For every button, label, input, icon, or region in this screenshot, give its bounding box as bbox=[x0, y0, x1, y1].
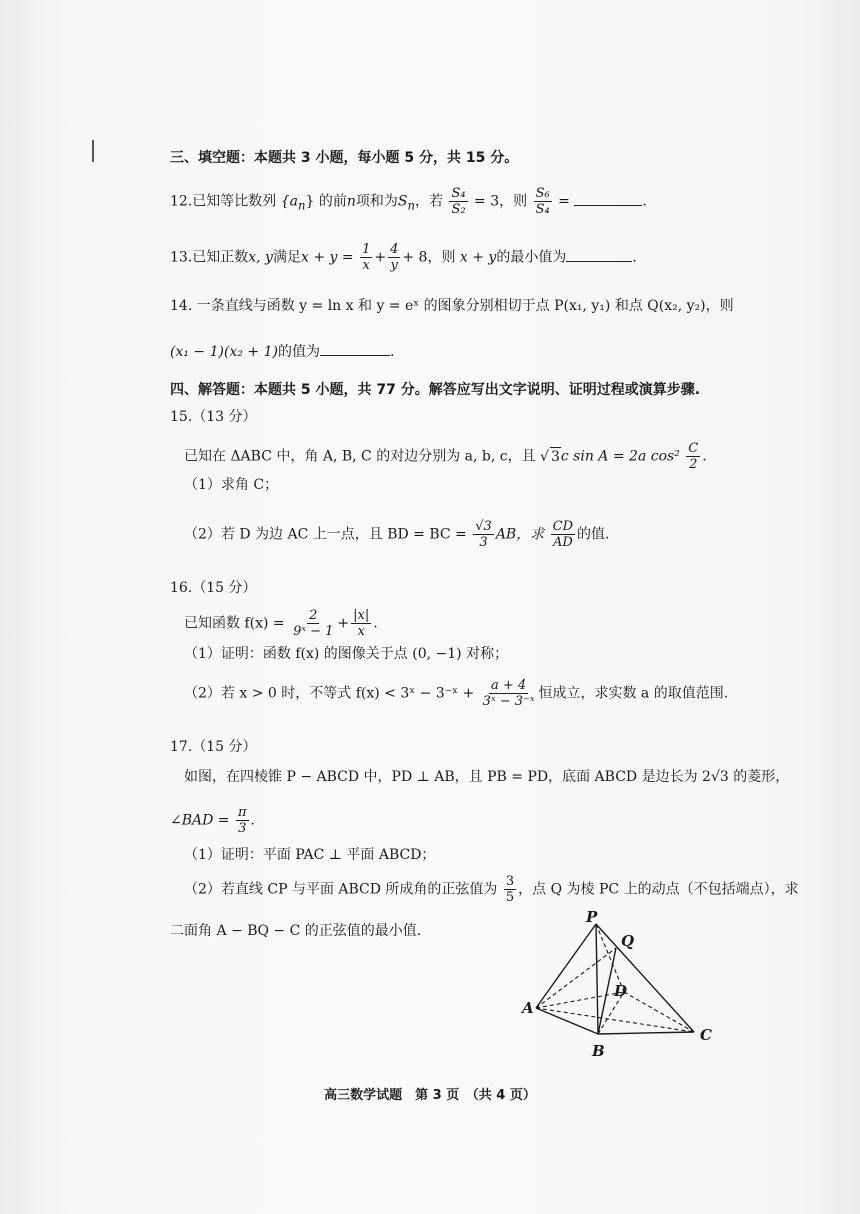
q17-angle: ∠BAD = bbox=[170, 812, 230, 829]
q13-plus: + bbox=[374, 249, 387, 266]
q13-text-1: 已知正数 bbox=[192, 249, 249, 266]
q15-sqrt: √ 3 bbox=[540, 448, 560, 465]
q12-text-5: = 3，则 bbox=[474, 193, 528, 210]
q12-text-6: = bbox=[558, 193, 570, 210]
q16-p2-text-a: （2）若 x > 0 时，不等式 f(x) < 3ˣ − 3⁻ˣ + bbox=[184, 685, 475, 702]
q15-p2-text-b: AB，求 bbox=[495, 526, 545, 543]
edge-AB bbox=[536, 1008, 598, 1034]
q15-text-a: 已知在 ΔABC 中，角 A, B, C 的对边分别为 a, b, c，且 bbox=[184, 448, 536, 465]
q12-seq: {a bbox=[280, 193, 298, 210]
q15-p2-fraction-1: $\frac{√3}{3}$ bbox=[475, 519, 492, 550]
q16-header: 16.（15 分） bbox=[170, 580, 257, 596]
q12-text-2: 的前 bbox=[318, 193, 347, 210]
q12-answer-blank[interactable] bbox=[574, 193, 642, 206]
label-Q: Q bbox=[621, 932, 635, 950]
edge-PC bbox=[596, 924, 694, 1032]
q15-fraction: $\frac{C}{2}$ bbox=[688, 441, 699, 472]
section3-heading: 三、填空题：本题共 3 小题，每小题 5 分，共 15 分。 bbox=[170, 150, 519, 166]
q16-line-1 bbox=[184, 608, 378, 639]
diagonal-AC bbox=[536, 1008, 694, 1032]
label-B: B bbox=[592, 1042, 605, 1060]
q15-line-1 bbox=[184, 441, 707, 472]
section4-heading: 四、解答题：本题共 5 小题，共 77 分。解答应写出文字说明、证明过程或演算步骤. bbox=[170, 382, 701, 398]
q14-end: . bbox=[389, 344, 395, 360]
q17-line-2 bbox=[170, 805, 255, 836]
q12-S-sub: n bbox=[407, 198, 416, 213]
q17-p2-fraction: $\frac{3}{5}$ bbox=[505, 874, 515, 905]
q12-S: S bbox=[397, 193, 408, 210]
q15-text-b: c sin A = 2a cos² bbox=[560, 448, 680, 465]
q17-part-2 bbox=[184, 874, 799, 905]
q13-xy: x, y bbox=[248, 249, 273, 266]
q17-p2-text-a: （2）若直线 CP 与平面 ABCD 所成角的正弦值为 bbox=[184, 881, 498, 898]
q12-seq-sub: n bbox=[297, 198, 306, 213]
label-D: D bbox=[614, 982, 628, 1000]
scan-mark bbox=[92, 140, 94, 162]
q16-fraction-2: $\frac{|x|}{x}$ bbox=[353, 608, 370, 639]
q13-fraction-2: $\frac{4}{y}$ bbox=[390, 242, 399, 273]
page-footer: 高三数学试题 第 3 页 （共 4 页） bbox=[324, 1088, 536, 1103]
q13-text-4: 的最小值为 bbox=[496, 249, 567, 266]
q16-plus: + bbox=[337, 615, 350, 632]
q12-fraction-2: $\frac{\text{S₆}}{\text{S₄}}$ bbox=[535, 186, 550, 217]
q12-text-4: ，若 bbox=[415, 193, 444, 210]
q13-text-3: + 8，则 bbox=[402, 249, 456, 266]
edge-PB bbox=[596, 924, 598, 1034]
question-14-line-2 bbox=[170, 343, 394, 361]
q17-part-1: （1）证明：平面 PAC ⊥ 平面 ABCD； bbox=[184, 847, 436, 863]
q12-end: . bbox=[642, 193, 647, 210]
q12-text-1: 已知等比数列 bbox=[192, 193, 277, 210]
q17-part-2-continued: 二面角 A − BQ − C 的正弦值的最小值. bbox=[170, 923, 422, 939]
q12-number: 12. bbox=[170, 193, 193, 210]
q17-fraction: $\frac{\pi}{3}$ bbox=[238, 805, 247, 836]
question-14-line-1: 14. 一条直线与函数 y = ln x 和 y = eˣ 的图象分别相切于点 P(x₁, y₁) 和点 Q(x₂, y₂)，则 bbox=[170, 298, 734, 314]
q14-text: 的值为 bbox=[277, 344, 320, 360]
q12-fraction-1: $\frac{\text{S₄}}{\text{S₂}}$ bbox=[451, 186, 466, 217]
q13-fraction-1: $\frac{1}{x}$ bbox=[362, 242, 371, 273]
edge-PA bbox=[536, 924, 596, 1008]
q16-text-a: 已知函数 f(x) = bbox=[184, 615, 285, 632]
q17-p2-text-b: ，点 Q 为棱 PC 上的动点（不包括端点），求 bbox=[518, 881, 799, 898]
q13-expr: x + y bbox=[459, 249, 497, 266]
q12-text-3: 项和为 bbox=[355, 193, 398, 210]
q12-n: n bbox=[346, 193, 356, 210]
q15-end: . bbox=[702, 448, 707, 465]
q15-header: 15.（13 分） bbox=[170, 409, 257, 425]
q16-part-2 bbox=[184, 678, 728, 709]
segment-AQ bbox=[536, 948, 616, 1008]
q13-text-2: 满足 bbox=[272, 249, 301, 266]
q17-header: 17.（15 分） bbox=[170, 739, 257, 755]
question-13 bbox=[170, 242, 637, 273]
q15-part-2 bbox=[184, 519, 610, 550]
q13-eq: x + y = bbox=[300, 249, 354, 266]
q15-p2-end: 的值. bbox=[577, 526, 610, 543]
q16-part-1: （1）证明：函数 f(x) 的图像关于点 (0, −1) 对称； bbox=[184, 646, 509, 662]
q13-answer-blank[interactable] bbox=[566, 249, 632, 262]
q14-expr: (x₁ − 1)(x₂ + 1) bbox=[170, 344, 278, 360]
edge-BC bbox=[598, 1032, 694, 1034]
q12-seq-end: } bbox=[305, 193, 315, 210]
q15-part-1: （1）求角 C； bbox=[184, 477, 279, 493]
q13-end: . bbox=[632, 249, 637, 266]
q16-p2-fraction: $\frac{a + 4}{\text{3ˣ − 3⁻ˣ}}$ bbox=[482, 678, 535, 709]
q13-number: 13. bbox=[170, 249, 193, 266]
q15-p2-fraction-2: $\frac{CD}{AD}$ bbox=[552, 519, 574, 550]
edge-DC bbox=[624, 992, 694, 1032]
edge-AD bbox=[536, 992, 624, 1008]
q15-p2-text-a: （2）若 D 为边 AC 上一点，且 BD = BC = bbox=[184, 526, 467, 543]
q16-fraction-1: $\frac{2}{\text{9ˣ − 1}}$ bbox=[293, 608, 334, 639]
question-12 bbox=[170, 186, 647, 217]
q16-end: . bbox=[373, 615, 378, 632]
label-A: A bbox=[522, 999, 534, 1017]
pyramid-figure bbox=[516, 910, 726, 1070]
label-P: P bbox=[586, 910, 598, 926]
q16-p2-text-b: 恒成立，求实数 a 的取值范围. bbox=[538, 685, 729, 702]
q14-answer-blank[interactable] bbox=[320, 343, 390, 356]
q17-end: . bbox=[250, 812, 255, 829]
q17-line-1: 如图，在四棱锥 P − ABCD 中，PD ⊥ AB，且 PB = PD，底面 ABCD 是边长为 2√3 的菱形， bbox=[184, 769, 790, 785]
label-C: C bbox=[700, 1026, 712, 1044]
